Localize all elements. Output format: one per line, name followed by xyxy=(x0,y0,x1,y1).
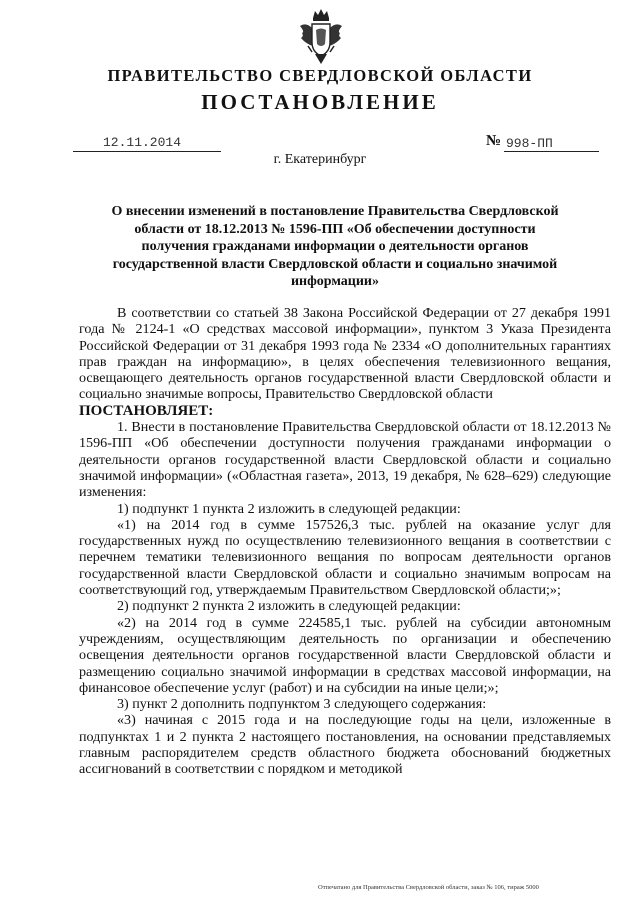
preamble-paragraph: В соответствии со статьей 38 Закона Российской Федерации от 27 декабря 1991 года № 2124-1 «О средствах массовой информации», пунктом 3 Указа Президента Российской Федерации от 31 декабря 1993 года № 2334 «О дополнительных гарантиях прав граждан на информацию», в целях обеспечения телевизионного вещания, освещающего деятельность органов государственной власти Свердловской области и социально значимые вопросы, Правительство Свердловской области xyxy=(79,305,611,403)
body-paragraph-3: «1) на 2014 год в сумме 157526,3 тыс. рублей на оказание услуг для государственных нужд по осуществлению телевизионного вещания в соответствии с перечнем тематики телевизионного вещания по вопросам деятельности органов государственной власти Свердловской области и социально значимым вопросам на соответствующий год, утверждаемым Правительством Свердловской области;»; xyxy=(79,516,611,599)
body-paragraph-1: 1. Внести в постановление Правительства Свердловской области от 18.12.2013 № 1596-ПП «Об обеспечении доступности получения гражданами информации о деятельности органов государственной власти Свердловской области и социально значимой информации» («Областная газета», 2013, 19 декабря, № 628–629) следующие изменения: xyxy=(79,419,611,501)
body-paragraph-2: 1) подпункт 1 пункта 2 изложить в следующей редакции: xyxy=(117,500,461,517)
organization-name: ПРАВИТЕЛЬСТВО СВЕРДЛОВСКОЙ ОБЛАСТИ xyxy=(107,66,533,85)
document-city: г. Екатеринбург xyxy=(273,152,367,167)
date-field xyxy=(73,135,221,152)
document-date: 12.11.2014 xyxy=(103,135,182,150)
document-number: 998-ПП xyxy=(506,136,553,151)
coat-of-arms-icon xyxy=(298,8,344,66)
number-field xyxy=(504,135,599,152)
body-paragraph-7: «3) начиная с 2015 года и на последующие годы на цели, изложенные в подпунктах 1 и 2 пункта 2 настоящего постановления, на основании представляемых главным распорядителем средств областного бюджета обоснований бюджетных ассигнований в соответствии с порядком и методикой xyxy=(79,712,611,778)
document-body xyxy=(79,305,611,778)
document-type: ПОСТАНОВЛЕНИЕ xyxy=(201,90,439,114)
body-paragraph-6: 3) пункт 2 дополнить подпунктом 3 следующего содержания: xyxy=(117,696,487,713)
body-paragraph-4: 2) подпункт 2 пункта 2 изложить в следующей редакции: xyxy=(117,598,461,615)
body-paragraph-5: «2) на 2014 год в сумме 224585,1 тыс. рублей на субсидии автономным учреждениям, осуществляющим деятельность по организации и обеспечению освещения деятельности органов государственной власти Свердловской области и размещению социально значимой информации в средствах массовой информации, на финансовое обеспечение услуг (работ) и на субсидии на иные цели;»; xyxy=(79,614,611,696)
print-footer: Отпечатано для Правительства Свердловской области, заказ № 106, тираж 5000 xyxy=(318,884,539,891)
document-title: О внесении изменений в постановление Правительства Свердловской области от 18.12.2013 № 1596-ПП «Об обеспечении доступности получения гражданами информации о деятельности органов государственной власти Свердловской области и социально значимой информации» xyxy=(111,204,559,289)
decree-heading: ПОСТАНОВЛЯЕТ: xyxy=(79,402,214,419)
number-sign: № xyxy=(486,133,502,149)
